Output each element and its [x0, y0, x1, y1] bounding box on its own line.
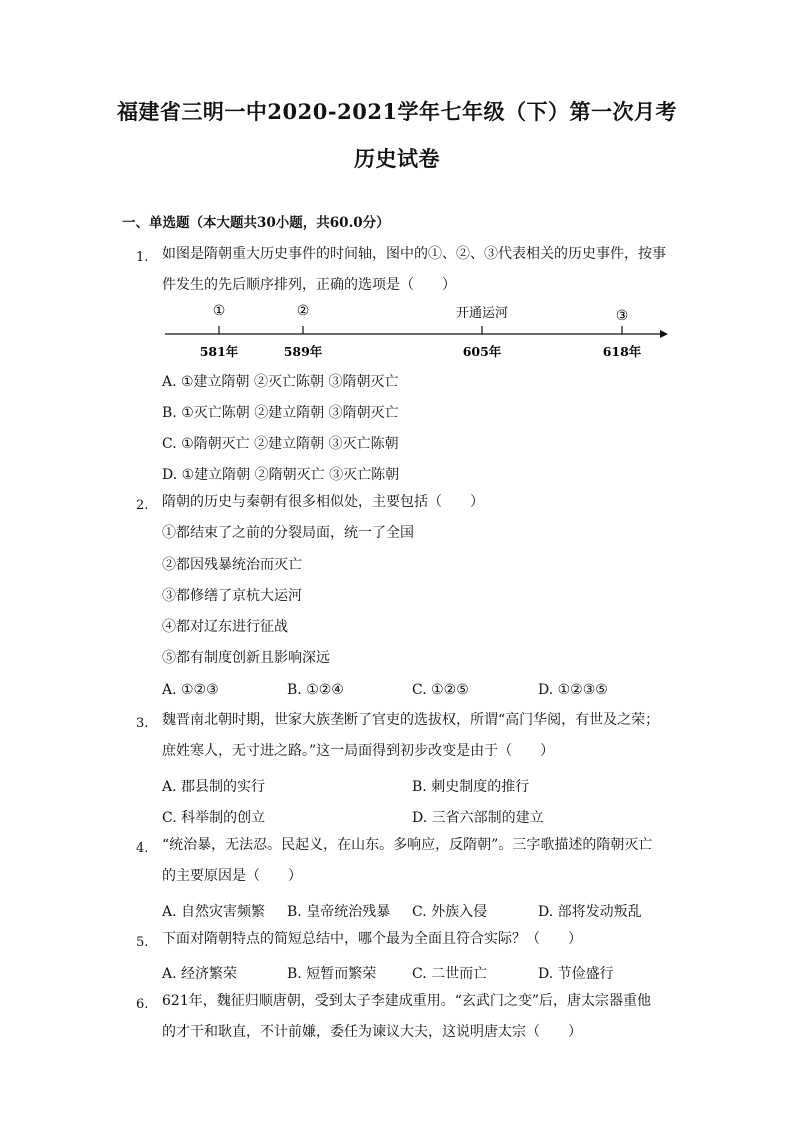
- answer-option: D. ①②③⑤: [538, 682, 608, 698]
- answer-option: C. ①隋朝灭亡 ②建立隋朝 ③灭亡陈朝: [162, 436, 399, 452]
- answer-option: D. 三省六部制的建立: [412, 810, 544, 826]
- timeline-year: 605年: [462, 344, 502, 359]
- question-number: 1.: [136, 250, 149, 265]
- answer-option: C. ①②⑤: [412, 682, 469, 698]
- timeline-marker: 开通运河: [455, 306, 509, 321]
- timeline-year: 581年: [199, 344, 239, 359]
- answer-option: A. ①建立隋朝 ②灭亡陈朝 ③隋朝灭亡: [162, 374, 399, 390]
- answer-option: B. 刺史制度的推行: [412, 779, 530, 795]
- answer-option: A. 经济繁荣: [162, 966, 238, 982]
- question-number: 3.: [136, 716, 149, 731]
- answer-option: B. 皇帝统治残暴: [287, 904, 391, 920]
- arrow-head-icon: [660, 330, 668, 338]
- question-statement: ③都修缮了京杭大运河: [162, 588, 302, 604]
- answer-option: A. ①②③: [162, 682, 219, 698]
- question-statement: ⑤都有制度创新且影响深远: [162, 650, 330, 666]
- answer-option: B. 短暂而繁荣: [287, 966, 377, 982]
- timeline-diagram: [160, 298, 670, 364]
- question-text: 庶姓寒人，无寸进之路。”这一局面得到初步改变是由于（ ）: [162, 743, 555, 759]
- answer-option: D. 节俭盛行: [538, 966, 614, 982]
- document-title: 福建省三明一中2020-2021学年七年级（下）第一次月考: [116, 99, 678, 124]
- question-number: 6.: [136, 997, 149, 1012]
- answer-option: D. ①建立隋朝 ②隋朝灭亡 ③灭亡陈朝: [162, 467, 400, 483]
- question-text: 件发生的先后顺序排列，正确的选项是（ ）: [162, 277, 456, 293]
- question-text: 隋朝的历史与秦朝有很多相似处，主要包括（ ）: [162, 494, 484, 510]
- timeline-marker: ①: [212, 303, 226, 319]
- answer-option: B. ①②④: [287, 682, 344, 698]
- question-text: 621年，魏征归顺唐朝，受到太子李建成重用。“玄武门之变”后，唐太宗器重他: [162, 993, 652, 1009]
- section-heading: 一、单选题（本大题共30小题，共60.0分）: [122, 215, 390, 231]
- answer-option: C. 外族入侵: [412, 904, 488, 920]
- question-statement: ①都结束了之前的分裂局面，统一了全国: [162, 525, 414, 541]
- answer-option: B. ①灭亡陈朝 ②建立隋朝 ③隋朝灭亡: [162, 405, 399, 421]
- question-number: 2.: [136, 498, 149, 513]
- timeline-marker: ②: [296, 303, 310, 319]
- question-text: 如图是隋朝重大历史事件的时间轴，图中的①、②、③代表相关的历史事件，按事: [162, 246, 666, 262]
- answer-option: A. 郡县制的实行: [162, 779, 266, 795]
- question-text: 下面对隋朝特点的简短总结中，哪个最为全面且符合实际？（ ）: [162, 931, 582, 947]
- timeline-marker: ③: [615, 308, 629, 324]
- question-statement: ②都因残暴统治而灭亡: [162, 557, 302, 573]
- answer-option: C. 二世而亡: [412, 966, 488, 982]
- question-text: 的主要原因是（ ）: [162, 868, 302, 884]
- question-text: 的才干和耿直，不计前嫌，委任为谏议大夫，这说明唐太宗（ ）: [162, 1024, 582, 1040]
- answer-option: D. 部将发动叛乱: [538, 904, 642, 920]
- question-number: 4.: [136, 841, 149, 856]
- question-text: “统治暴，无法忍。民起义，在山东。多响应，反隋朝”。三字歌描述的隋朝灭亡: [162, 837, 653, 853]
- answer-option: C. 科举制的创立: [162, 810, 266, 826]
- timeline-year: 589年: [283, 344, 323, 359]
- question-number: 5.: [136, 935, 149, 950]
- document-subtitle: 历史试卷: [354, 146, 440, 171]
- question-statement: ④都对辽东进行征战: [162, 619, 288, 635]
- question-text: 魏晋南北朝时期，世家大族垄断了官吏的选拔权，所谓“高门华阅，有世及之荣；: [162, 712, 660, 728]
- timeline-year: 618年: [602, 344, 642, 359]
- answer-option: A. 自然灾害频繁: [162, 904, 266, 920]
